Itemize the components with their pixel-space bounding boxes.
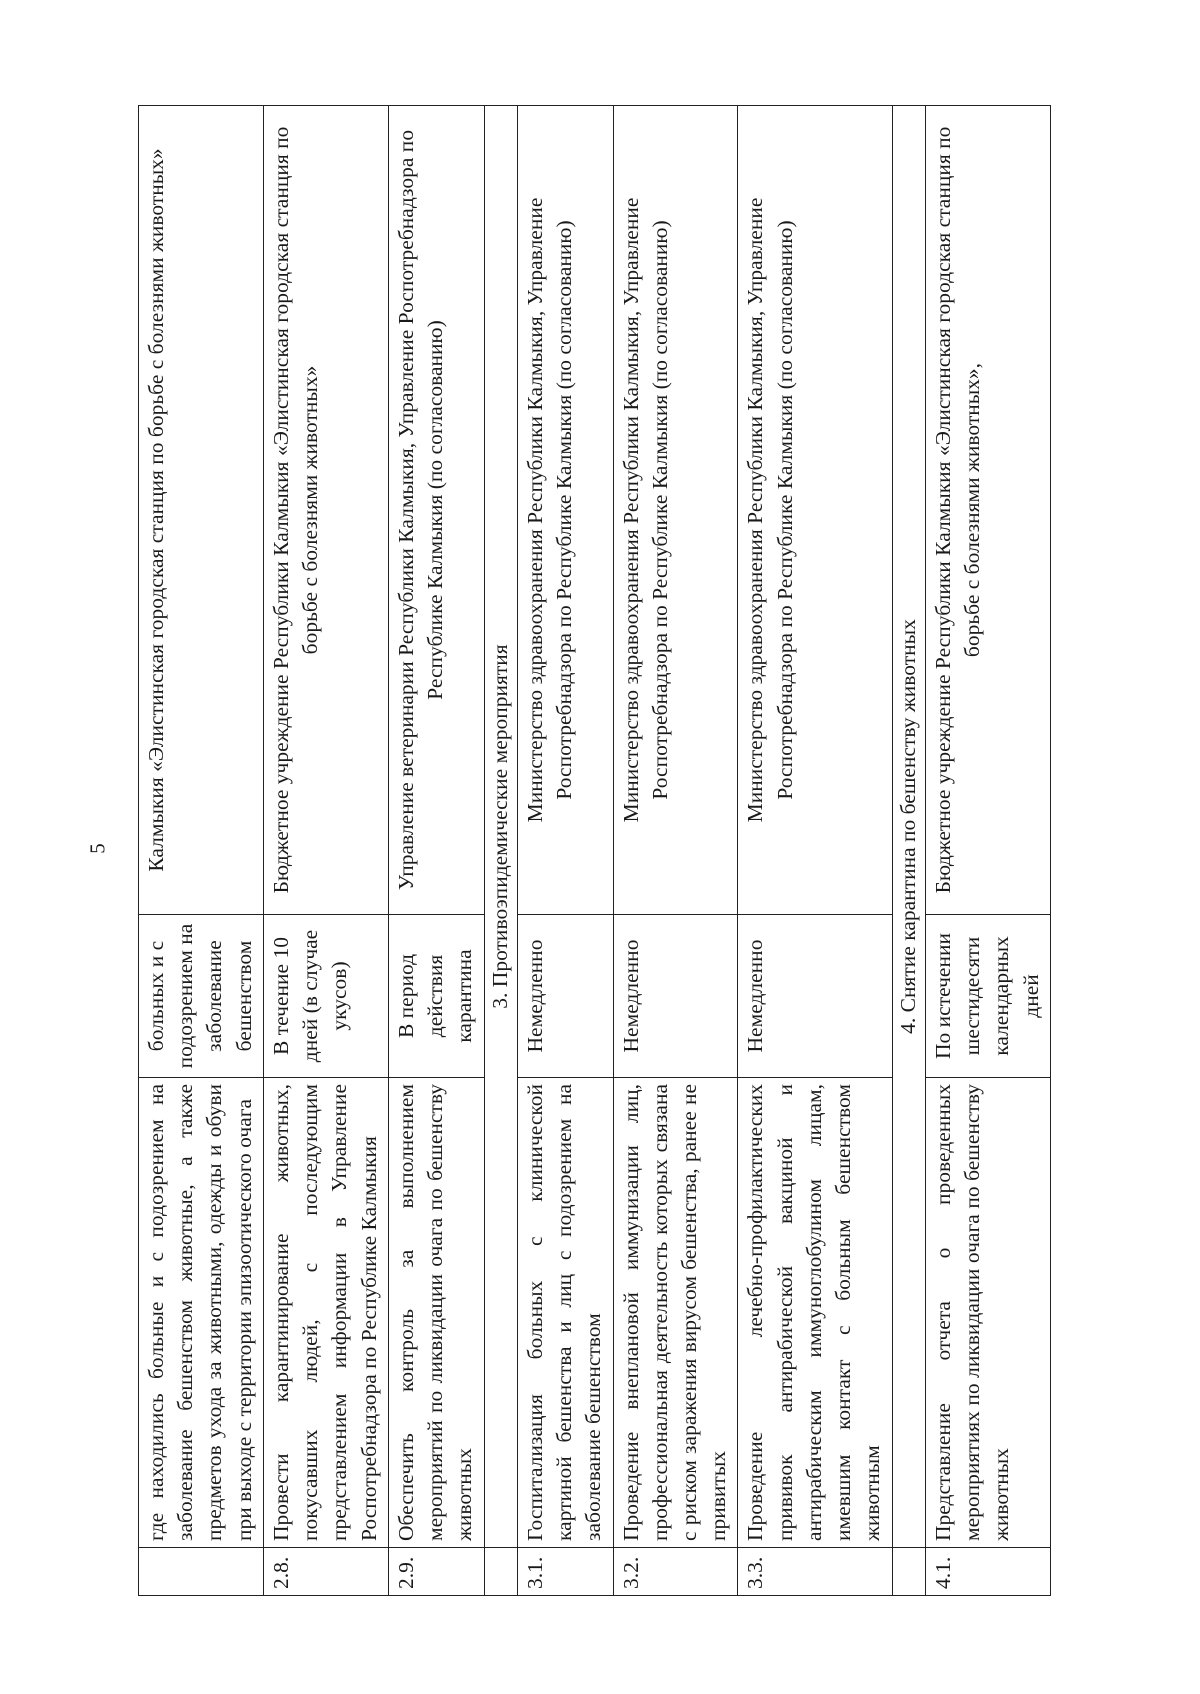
table-row — [925, 106, 1050, 1596]
row-number: 2.8. — [263, 1548, 388, 1596]
term-cell: В период действия карантина — [388, 915, 484, 1078]
action-cell: Проведение внеплановой иммунизации лиц, профессиональная деятельность которых связана с риском заражения вирусом бешенства, ранее не привитых — [613, 1078, 738, 1548]
section-spacer — [484, 1548, 517, 1596]
table-row — [388, 106, 484, 1596]
term-cell: больных и с подозрением на заболевание бешенством — [139, 915, 264, 1078]
measures-table — [138, 105, 1051, 1596]
rotated-page-content — [138, 106, 1043, 1596]
responsible-cell: Министерство здравоохранения Республики Калмыкия, Управление Роспотребнадзора по Республике Калмыкия (по согласованию) — [613, 106, 738, 915]
action-cell: Обеспечить контроль за выполнением мероприятий по ликвидации очага по бешенству животных — [388, 1078, 484, 1548]
action-cell: Госпитализация больных с клинической картиной бешенства и лиц с подозрением на заболевание бешенством — [517, 1078, 613, 1548]
section-row — [484, 106, 517, 1596]
action-cell: Проведение лечебно-профилактических прививок антирабической вакциной и антирабическим иммуноглобулином лицам, имевшим контакт с больным бешенством животным — [738, 1078, 892, 1548]
table-row — [263, 106, 388, 1596]
row-number: 3.1. — [517, 1548, 613, 1596]
table-row — [738, 106, 892, 1596]
table-row — [613, 106, 738, 1596]
term-cell: В течение 10 дней (в случае укусов) — [263, 915, 388, 1078]
row-number: 3.2. — [613, 1548, 738, 1596]
term-cell: По истечении шестидесяти календарных дней — [925, 915, 1050, 1078]
term-cell: Немедленно — [517, 915, 613, 1078]
table-row — [139, 106, 264, 1596]
term-cell: Немедленно — [738, 915, 892, 1078]
action-cell: Провести карантинирование животных, покусавших людей, с последующим представлением информации в Управление Роспотребнадзора по Республике Калмыкия — [263, 1078, 388, 1548]
row-number: 3.3. — [738, 1548, 892, 1596]
responsible-cell: Бюджетное учреждение Республики Калмыкия «Элистинская городская станция по борьбе с болезнями животных», — [925, 106, 1050, 915]
responsible-cell: Министерство здравоохранения Республики Калмыкия, Управление Роспотребнадзора по Республике Калмыкия (по согласованию) — [738, 106, 892, 915]
action-cell: Представление отчета о проведенных мероприятиях по ликвидации очага по бешенству животных — [925, 1078, 1050, 1548]
section-spacer — [892, 1548, 925, 1596]
row-number — [139, 1548, 264, 1596]
responsible-cell: Управление ветеринарии Республики Калмыкия, Управление Роспотребнадзора по Республике Калмыкия (по согласованию) — [388, 106, 484, 915]
responsible-cell: Министерство здравоохранения Республики Калмыкия, Управление Роспотребнадзора по Республике Калмыкия (по согласованию) — [517, 106, 613, 915]
section-heading: 4. Снятие карантина по бешенству животных — [892, 106, 925, 1548]
section-row — [892, 106, 925, 1596]
row-number: 2.9. — [388, 1548, 484, 1596]
action-cell: где находились больные и с подозрением на заболевание бешенством животные, а также предметов ухода за животными, одежды и обуви при выходе с территории эпизоотического очага — [139, 1078, 264, 1548]
responsible-cell: Калмыкия «Элистинская городская станция по борьбе с болезнями животных» — [139, 106, 264, 915]
section-heading: 3. Противоэпидемические мероприятия — [484, 106, 517, 1548]
page-number: 5 — [85, 843, 110, 854]
term-cell: Немедленно — [613, 915, 738, 1078]
row-number: 4.1. — [925, 1548, 1050, 1596]
responsible-cell: Бюджетное учреждение Республики Калмыкия «Элистинская городская станция по борьбе с болезнями животных» — [263, 106, 388, 915]
table-row — [517, 106, 613, 1596]
